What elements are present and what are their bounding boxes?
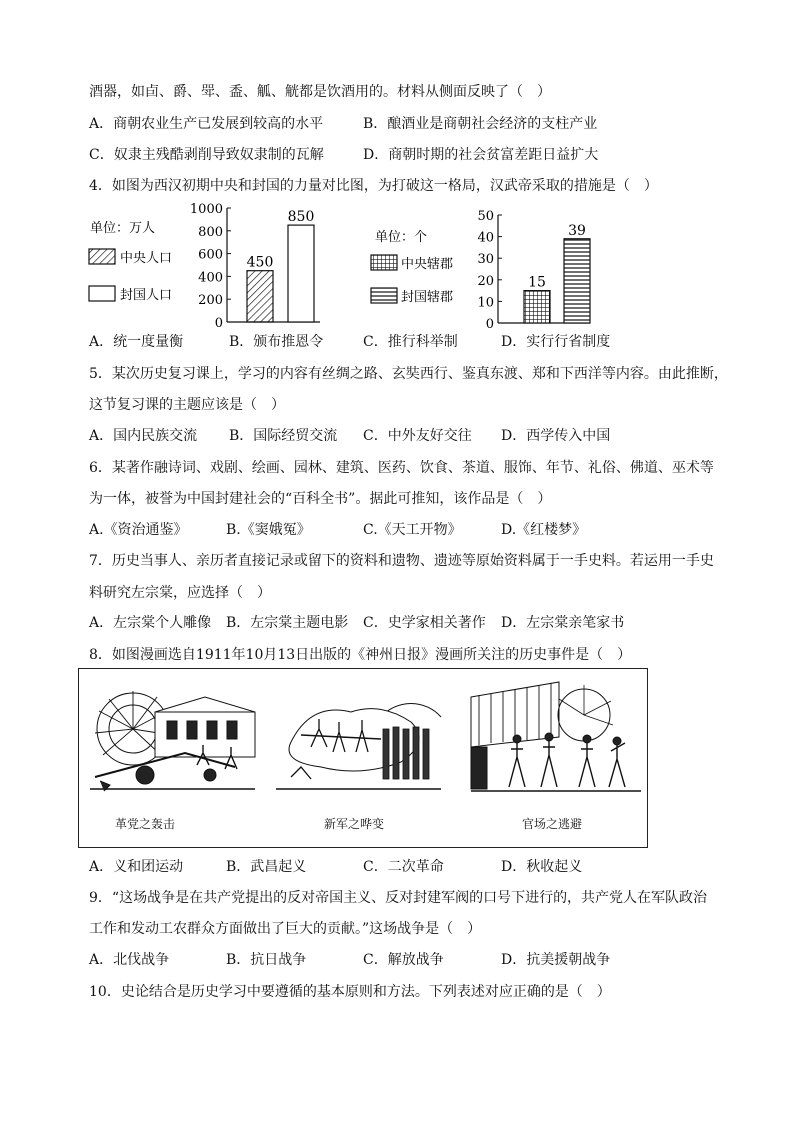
chart1-tick-label-1: 200: [198, 293, 223, 309]
chart2-tick-label-0: 0: [485, 317, 494, 328]
population-bar-chart: [80, 198, 330, 328]
chart2-legend-swatch-2: [371, 288, 397, 303]
q7-option-c: C．史学家相关著作: [363, 615, 486, 631]
chart2-legend-label-1: 中央辖郡: [401, 257, 454, 272]
q5-option-c: C．中外友好交往: [363, 428, 472, 444]
chart1-tick-label-5: 1000: [189, 202, 223, 217]
q7-option-a: A．左宗棠个人雕像: [89, 615, 212, 631]
chart2-tick-label-3: 30: [477, 252, 494, 268]
cartoon-image: [78, 668, 648, 848]
cartoon-panel-mutiny: [271, 677, 446, 805]
q5-stem-line2: 这节复习课的主题应该是（ ）: [89, 397, 285, 413]
q10-stem: 10．史论结合是历史学习中要遵循的基本原则和方法。下列表述对应正确的是（ ）: [89, 984, 611, 1000]
q9-stem-line2: 工作和发动工农群众方面做出了巨大的贡献。”这场战争是（ ）: [89, 921, 482, 937]
chart1-value-label-2: 850: [287, 209, 315, 226]
q7-option-d: D．左宗棠亲笔家书: [501, 615, 625, 631]
cartoon-caption-2: 新军之哗变: [324, 817, 385, 831]
q6-option-a: A.《资治通鉴》: [89, 522, 188, 538]
q5-option-a: A．国内民族交流: [89, 428, 198, 444]
q7-option-b: B．左宗棠主题电影: [226, 615, 349, 631]
q5-option-b: B．国际经贸交流: [229, 428, 338, 444]
q4-option-a: A．统一度量衡: [89, 334, 184, 350]
q7-stem-line2: 料研究左宗棠，应选择（ ）: [89, 585, 271, 601]
chart2-legend-label-2: 封国辖郡: [401, 290, 454, 305]
q9-option-b: B．抗日战争: [226, 952, 307, 968]
chart1-tick-label-3: 600: [198, 247, 223, 263]
chart2-unit-label: 单位：个: [375, 230, 428, 245]
cartoon-caption-1: 革党之轰击: [115, 817, 176, 831]
chart1-tick-label-2: 400: [198, 270, 223, 286]
chart2-value-label-1: 15: [528, 274, 546, 291]
chart1-legend-label-1: 中央人口: [120, 251, 173, 266]
q6-option-d: D.《红楼梦》: [501, 522, 587, 538]
q4-option-b: B．颁布推恩令: [229, 334, 324, 350]
chart1-bar-2: [288, 225, 314, 322]
chart1-legend-swatch-2: [89, 286, 115, 301]
chart2-bar-1: [524, 291, 550, 323]
chart1-legend-swatch-1: [89, 249, 115, 264]
chart1-legend-label-2: 封国人口: [120, 288, 173, 303]
q7-stem-line1: 7．历史当事人、亲历者直接记录或留下的资料和遗物、遗迹等原始资料属于一手史料。若运用一手史: [89, 553, 714, 569]
q4-stem: 4．如图为西汉初期中央和封国的力量对比图，为打破这一格局，汉武帝采取的措施是（ ）: [89, 178, 658, 194]
chart1-tick-label-0: 0: [214, 316, 223, 328]
cartoon-caption-3: 官场之逃避: [522, 817, 583, 831]
q9-stem-line1: 9．“这场战争是在共产党提出的反对帝国主义、反对封建军阀的口号下进行的，共产党人在军队政治: [89, 890, 708, 906]
q4-option-c: C．推行科举制: [363, 334, 458, 350]
chart1-unit-label: 单位：万人: [90, 221, 156, 236]
q8-option-a: A．义和团运动: [89, 859, 184, 875]
q6-option-b: B.《窦娥冤》: [226, 522, 311, 538]
cartoon-panel-fleeing: [469, 677, 644, 805]
chart2-value-label-2: 39: [568, 222, 586, 239]
q3-option-a: A．商朝农业生产已发展到较高的水平: [89, 116, 324, 132]
chart1-bar-1: [247, 271, 273, 322]
q6-stem-line1: 6．某著作融诗词、戏剧、绘画、园林、建筑、医药、饮食、茶道、服饰、年节、礼俗、佛道、巫术等: [89, 460, 714, 476]
chart1-tick-label-4: 800: [198, 224, 223, 240]
q5-stem-line1: 5．某次历史复习课上，学习的内容有丝绸之路、玄奘西行、鉴真东渡、郑和下西洋等内容。由此推断，: [89, 366, 728, 382]
q5-option-d: D．西学传入中国: [501, 428, 611, 444]
chart2-bar-2: [564, 239, 590, 323]
q3-option-b: B．酿酒业是商朝社会经济的支柱产业: [363, 116, 598, 132]
q9-option-d: D．抗美援朝战争: [501, 952, 611, 968]
q8-option-d: D．秋收起义: [501, 859, 583, 875]
q8-option-c: C．二次革命: [363, 859, 444, 875]
commandery-bar-chart: [365, 203, 605, 328]
q8-stem: 8．如图漫画选自1911年10月13日出版的《神州日报》漫画所关注的历史事件是（ ）: [89, 647, 632, 663]
q6-stem-line2: 为一体，被誉为中国封建社会的“百科全书”。据此可推知，该作品是（ ）: [89, 491, 552, 507]
q9-option-c: C．解放战争: [363, 952, 444, 968]
q3-stem: 酒器，如卣、爵、斝、盉、觚、觥都是饮酒用的。材料从侧面反映了（ ）: [89, 84, 551, 100]
chart2-legend-swatch-1: [371, 255, 397, 270]
chart2-tick-label-2: 20: [477, 273, 494, 289]
chart2-tick-label-4: 40: [477, 230, 494, 246]
chart1-value-label-1: 450: [246, 254, 274, 271]
q8-option-b: B．武昌起义: [226, 859, 307, 875]
cartoon-panel-bombardment: [85, 677, 260, 805]
q4-option-d: D．实行行省制度: [501, 334, 611, 350]
q6-option-c: C.《天工开物》: [363, 522, 462, 538]
q3-option-d: D．商朝时期的社会贫富差距日益扩大: [363, 147, 599, 163]
q3-option-c: C．奴隶主残酷剥削导致奴隶制的瓦解: [89, 147, 324, 163]
chart2-tick-label-5: 50: [477, 209, 494, 224]
chart2-tick-label-1: 10: [477, 295, 494, 311]
q9-option-a: A．北伐战争: [89, 952, 170, 968]
